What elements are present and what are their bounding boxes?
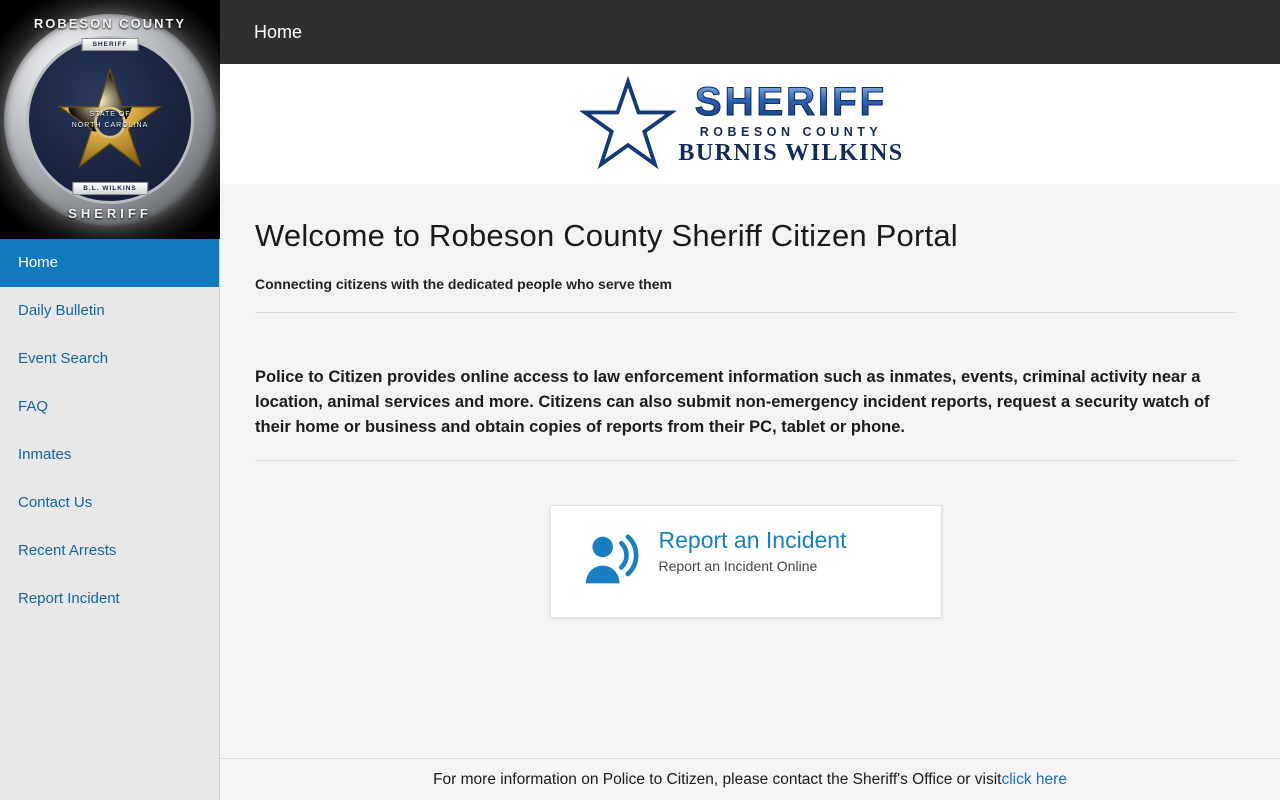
sidebar-item-label: Home — [18, 254, 59, 271]
badge-ribbon-bottom: B.L. WILKINS — [72, 182, 148, 195]
divider-bottom — [255, 460, 1236, 461]
top-bar-title: Home — [254, 21, 303, 42]
sidebar-nav — [0, 239, 219, 623]
badge-center-line1: STATE OF — [89, 110, 131, 118]
sidebar-item-label: Report Incident — [18, 590, 120, 607]
page-title: Welcome to Robeson County Sheriff Citizen Portal — [255, 218, 958, 253]
banner-sheriff-name: BURNIS WILKINS — [678, 139, 904, 166]
card-text — [659, 528, 847, 574]
star-outline-icon — [580, 76, 676, 172]
page-footer — [220, 758, 1280, 800]
sidebar-item-recent-arrests[interactable] — [0, 527, 219, 575]
sidebar-item-report-incident[interactable] — [0, 575, 219, 623]
footer-text: For more information on Police to Citizen, please contact the Sheriff's Office or visit — [433, 770, 1002, 788]
sidebar-item-event-search[interactable] — [0, 335, 219, 383]
person-speaking-icon — [581, 528, 643, 593]
sidebar-item-label: Contact Us — [18, 494, 93, 511]
top-bar — [220, 0, 1280, 64]
sidebar-item-label: Event Search — [18, 350, 109, 367]
site-banner — [220, 64, 1280, 184]
badge-county-text: ROBESON COUNTY — [33, 16, 187, 31]
card-list — [255, 505, 1236, 618]
report-incident-card[interactable] — [550, 505, 942, 618]
sidebar-item-inmates[interactable] — [0, 431, 219, 479]
banner-sheriff-word: SHERIFF — [694, 79, 888, 124]
sidebar-item-faq[interactable] — [0, 383, 219, 431]
sidebar-item-label: Inmates — [18, 446, 72, 463]
sidebar-item-home[interactable] — [0, 239, 219, 287]
badge-sheriff-text: SHERIFF — [68, 206, 152, 221]
badge-center-line2: NORTH CAROLINA — [71, 121, 149, 129]
sidebar-item-label: Daily Bulletin — [18, 302, 105, 319]
page-content — [220, 184, 1280, 758]
banner-county: ROBESON COUNTY — [699, 124, 883, 139]
footer-click-here-link[interactable]: click here — [1001, 770, 1067, 788]
banner-text-block — [678, 79, 904, 167]
main-area — [220, 0, 1280, 800]
sidebar-item-label: Recent Arrests — [18, 542, 117, 559]
sheriff-wordmark-logo — [580, 76, 903, 172]
badge-center-text — [50, 109, 170, 131]
sheriff-badge-logo[interactable] — [0, 0, 220, 239]
badge-ribbon-top: SHERIFF — [82, 38, 139, 51]
divider-top — [255, 312, 1236, 313]
sidebar-item-label: FAQ — [18, 398, 49, 415]
card-title: Report an Incident — [658, 527, 847, 553]
card-subtitle: Report an Incident Online — [658, 558, 818, 575]
sidebar — [0, 0, 220, 800]
sidebar-item-contact-us[interactable] — [0, 479, 219, 527]
page-description: Police to Citizen provides online access to law enforcement information such as inmates, events, criminal activity near a location, animal services and more. Citizens can also submit non-emergency incident reports, request a security watch of their home or business and obtain copies of reports from their PC, tablet or phone. — [255, 368, 1210, 436]
page-tagline: Connecting citizens with the dedicated people who serve them — [255, 276, 672, 292]
sidebar-item-daily-bulletin[interactable] — [0, 287, 219, 335]
